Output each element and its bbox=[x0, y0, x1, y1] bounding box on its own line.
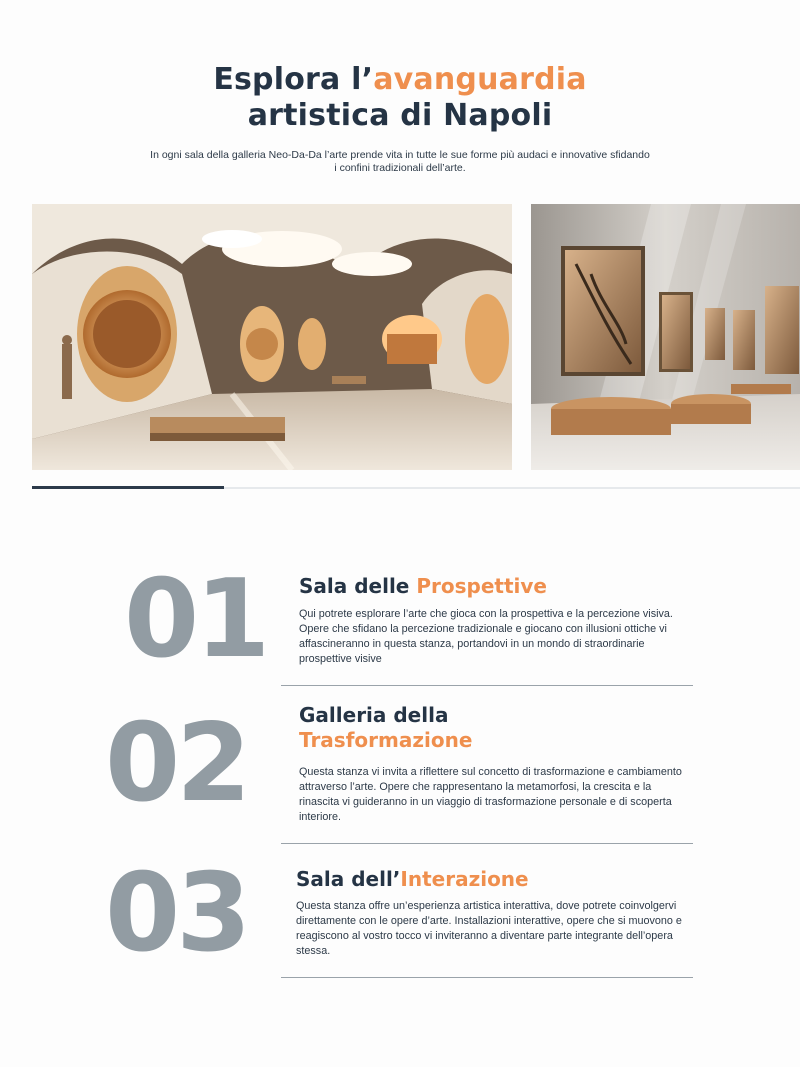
section-divider bbox=[281, 685, 693, 686]
section-title-accent: Prospettive bbox=[416, 574, 547, 598]
section-body: Questa stanza offre un’esperienza artistica interattiva, dove potrete coinvolgervi direttamente con le opere d’arte. Installazioni interattive, opere che si muovono e reagiscono al vostro tocco vi inviteranno a diventare parte integrante dell’opera stessa. bbox=[296, 900, 682, 957]
section-title-accent: Interazione bbox=[400, 867, 529, 891]
section-number: 02 bbox=[105, 701, 248, 826]
section-title bbox=[299, 703, 599, 753]
section-title-prefix: Sala delle bbox=[299, 574, 417, 598]
section-body: Questa stanza vi invita a riflettere sul concetto di trasformazione e cambiamento attraverso l’arte. Opere che rappresentano la metamorfosi, la crescita e la rinascita vi guideranno in un viaggio di trasformazione personale e di scoperta interiore. bbox=[299, 766, 682, 823]
gallery-paintings-photo bbox=[531, 204, 800, 470]
section-body: Qui potrete esplorare l’arte che gioca con la prospettiva e la percezione visiva. Opere che sfidano la percezione tradizionale e giocano con illusioni ottiche vi affascineranno in questa stanza, portandovi in un mondo di straordinarie prospettive visive bbox=[299, 608, 673, 665]
page-subtitle: In ogni sala della galleria Neo-Da-Da l’arte prende vita in tutte le sue forme più audaci e innovative sfidando i confini tradizionali dell’arte. bbox=[150, 149, 650, 174]
gallery-hall-photo bbox=[32, 204, 512, 470]
title-accent: avanguardia bbox=[373, 62, 587, 97]
page-title bbox=[0, 62, 800, 134]
section-title-prefix: Galleria della bbox=[299, 703, 449, 727]
section-title bbox=[296, 867, 696, 892]
section-title-accent: Trasformazione bbox=[299, 728, 473, 752]
title-line-2: artistica di Napoli bbox=[247, 98, 553, 133]
section-divider bbox=[281, 977, 693, 978]
section-title-prefix: Sala dell’ bbox=[296, 867, 401, 891]
section-divider bbox=[281, 843, 693, 844]
section-number: 01 bbox=[124, 557, 267, 682]
progress-fill bbox=[32, 486, 224, 489]
section-title bbox=[299, 574, 699, 599]
title-prefix: Esplora l’ bbox=[213, 62, 374, 97]
progress-track bbox=[32, 487, 800, 489]
section-number: 03 bbox=[105, 851, 248, 976]
